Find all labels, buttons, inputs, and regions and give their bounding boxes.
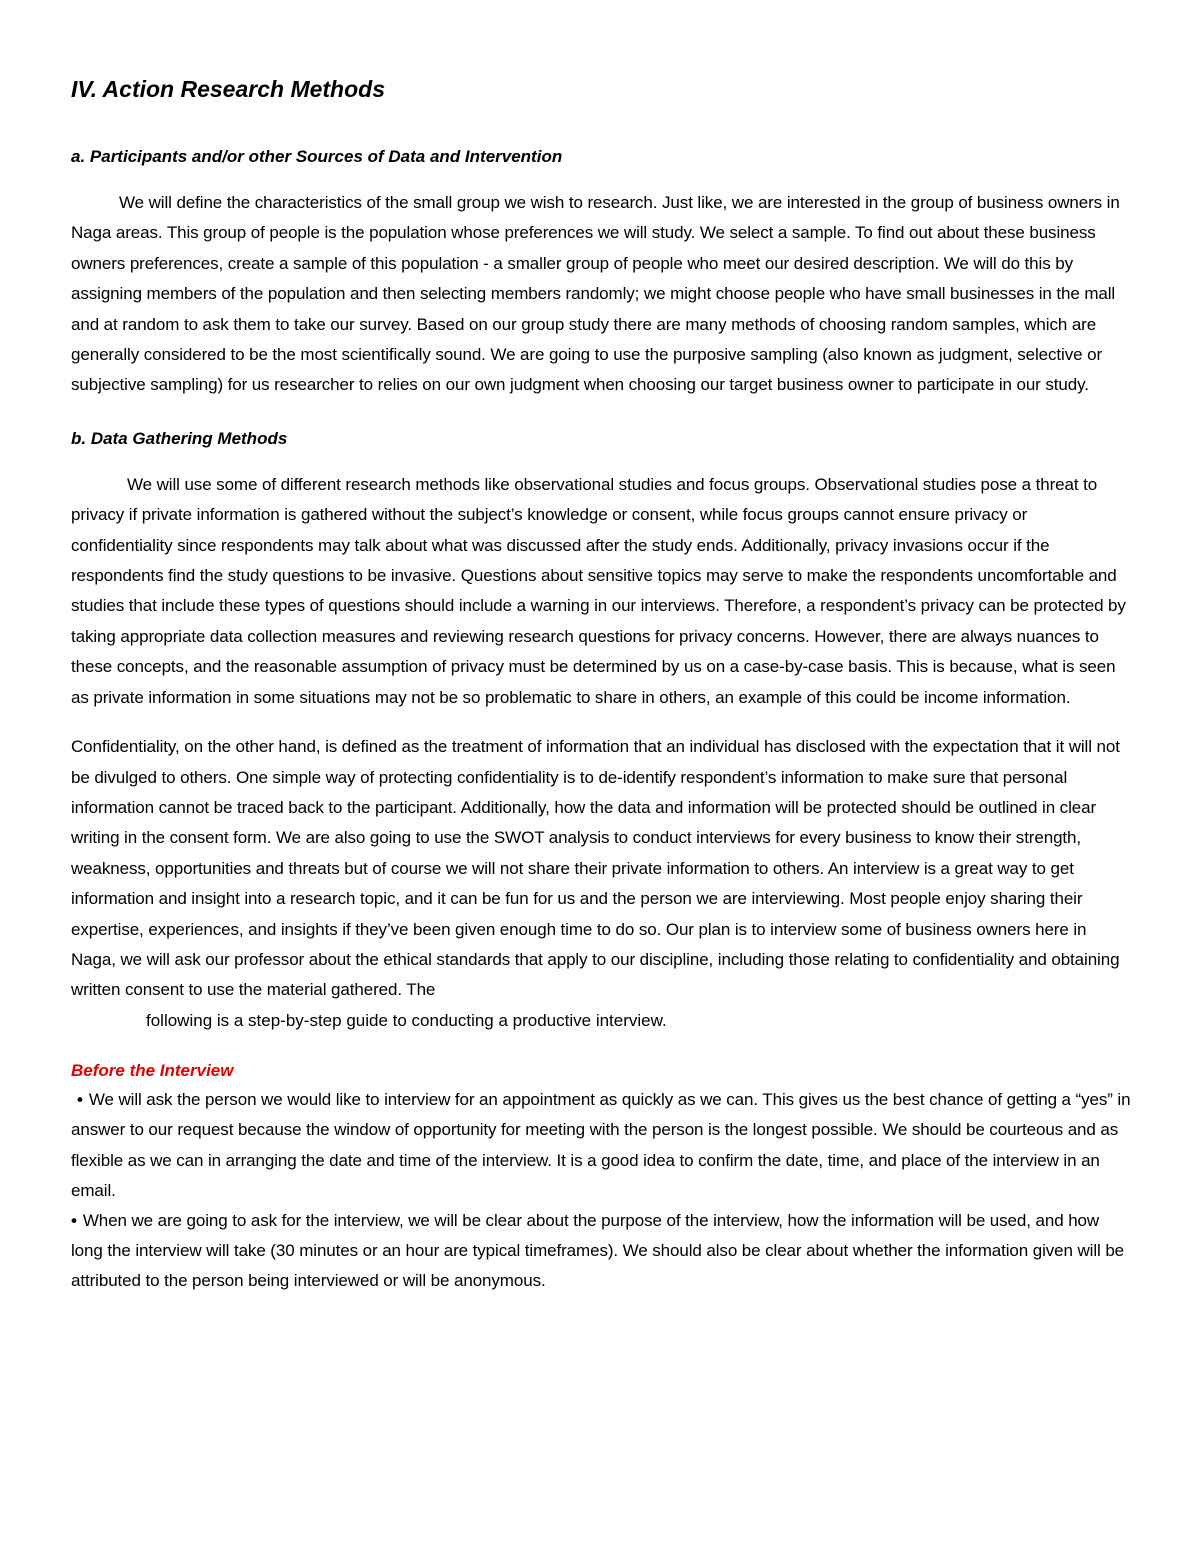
document-page (71, 72, 1131, 1297)
section-a-heading: a. Participants and/or other Sources of Data and Intervention (71, 147, 563, 166)
list-item-text: When we are going to ask for the interview, we will be clear about the purpose of the interview, how the information will be used, and how long the interview will take (30 minutes or an hour are typical timeframes). We should also be clear about whether the information given will be attributed to the person being interviewed or will be anonymous. (71, 1210, 1125, 1291)
list-item (71, 1085, 1131, 1206)
bullet-icon: • (71, 1210, 77, 1230)
bullet-icon: • (77, 1090, 83, 1110)
section-b-paragraph-2-last-line: following is a step-by-step guide to conducting a productive interview. (146, 1010, 667, 1030)
section-b-heading: b. Data Gathering Methods (71, 428, 288, 448)
section-b-paragraph-2: Confidentiality, on the other hand, is defined as the treatment of information that an individual has disclosed with the expectation that it will not be divulged to others. One simple way of protecting confidentiality is to de-identify respondent’s information to make sure that personal information cannot be traced back to the participant. Additionally, how the data and information will be protected should be outlined in clear writing in the consent form. We are also going to use the SWOT analysis to conduct interviews for every business to know their strength, weakness, opportunities and threats but of course we will not share their private information to others. An interview is a great way to get information and insight into a research topic, and it can be fun for us and the person we are interviewing. Most people enjoy sharing their expertise, experiences, and insights if they’ve been given enough time to do so. Our plan is to interview some of business owners here in Naga, we will ask our professor about the ethical standards that apply to our discipline, including those relating to confidentiality and obtaining written consent to use the material gathered. The (71, 737, 1120, 1000)
section-a-paragraph: We will define the characteristics of the small group we wish to research. Just like, we are interested in the group of business owners in Naga areas. This group of people is the population whose preferences we will study. We select a sample. To find out about these business owners preferences, create a sample of this population - a smaller group of people who meet our desired description. We will do this by assigning members of the population and then selecting members randomly; we might choose people who have small businesses in the mall and at random to ask them to take our survey. Based on our group study there are many methods of choosing random samples, which are generally considered to be the most scientifically sound. We are going to use the purposive sampling (also known as judgment, selective or subjective sampling) for us researcher to relies on our own judgment when choosing our target business owner to participate in our study. (71, 193, 1120, 395)
section-b-paragraph-1: We will use some of different research methods like observational studies and focus groups. Observational studies pose a threat to privacy if private information is gathered without the subject’s knowledge or consent, while focus groups cannot ensure privacy or confidentiality since respondents may talk about what was discussed after the study ends. Additionally, privacy invasions occur if the respondents find the study questions to be invasive. Questions about sensitive topics may serve to make the respondents uncomfortable and studies that include these types of questions should include a warning in our interviews. Therefore, a respondent’s privacy can be protected by taking appropriate data collection measures and reviewing research questions for privacy concerns. However, there are always nuances to these concepts, and the reasonable assumption of privacy must be determined by us on a case-by-case basis. This is because, what is seen as private information in some situations may not be so problematic to share in others, an example of this could be income information. (71, 474, 1126, 707)
before-interview-heading: Before the Interview (71, 1061, 234, 1081)
list-item (71, 1206, 1131, 1297)
page-title: IV. Action Research Methods (71, 76, 385, 102)
list-item-text: We will ask the person we would like to interview for an appointment as quickly as we can. This gives us the best chance of getting a “yes” in answer to our request because the window of opportunity for meeting with the person is the longest possible. We should be courteous and as flexible as we can in arranging the date and time of the interview. It is a good idea to confirm the date, time, and place of the interview in an email. (71, 1090, 1131, 1200)
